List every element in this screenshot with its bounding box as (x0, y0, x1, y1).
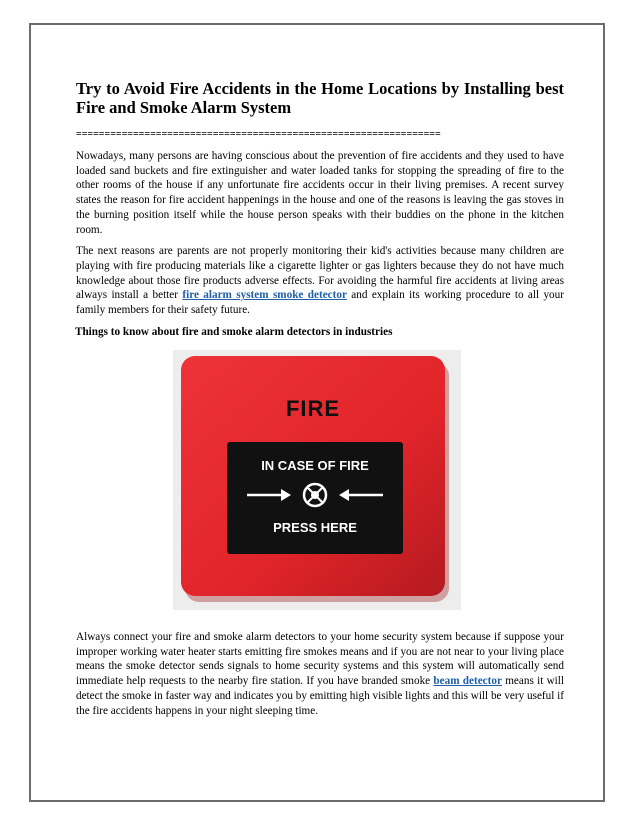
fire-alarm-link[interactable]: fire alarm system smoke detector (182, 289, 347, 302)
paragraph-3-text-b: means it will detect the smoke in faster way and indicates you by emitting high visible lights and this will be very useful if the fire accidents happens in your night sleeping time. (76, 675, 564, 717)
in-case-of-fire-label: IN CASE OF FIRE (261, 458, 369, 473)
beam-detector-link[interactable]: beam detector (433, 675, 502, 688)
paragraph-1: Nowadays, many persons are having conscious about the prevention of fire accidents and they used to have loaded sand buckets and fire extinguisher and water loaded tanks for stopping the spreading of fire to the other rooms of the house if any unfortunate fire accidents occur in their living premises. A recent survey states the reason for fire accident happenings in the house and one of the reasons is leaving the gas stoves in the burning position itself while the house person speaks with their buddies on the phone in the kitchen room. (76, 150, 564, 236)
press-here-label: PRESS HERE (273, 520, 357, 535)
separator-line: ================================================================ (76, 129, 441, 140)
fire-label: FIRE (285, 396, 341, 421)
fire-alarm-photo (173, 350, 461, 610)
subheading: Things to know about fire and smoke alarm detectors in industries (75, 325, 393, 338)
paragraph-3-wrapper (76, 630, 564, 725)
paragraph-3 (76, 630, 564, 718)
article-content (76, 79, 564, 339)
article-title: Try to Avoid Fire Accidents in the Home Locations by Installing best Fire and Smoke Alarm System (76, 79, 564, 117)
paragraph-2-text-a: The next reasons are parents are not properly monitoring their kid's activities because many children are playing with fire producing materials like a cigarette lighter or gas lighters because they do not have much knowledge about those fire products adverse effects. For avoiding the harmful fire accidents at living areas always install a better (76, 245, 564, 302)
paragraph-3-text-a: Always connect your fire and smoke alarm detectors to your home security system because if suppose your improper working water heater starts emitting fire smokes means and if you are not near to your living place means the smoke detector sends signals to home security systems and this system will automatically send immediate help requests to the nearby fire station. If you have branded smoke (76, 631, 564, 688)
paragraph-2 (76, 244, 564, 318)
fire-call-point-image (173, 350, 461, 610)
paragraph-2-text-b: and explain its working procedure to all your family members for their safety future. (76, 289, 564, 317)
